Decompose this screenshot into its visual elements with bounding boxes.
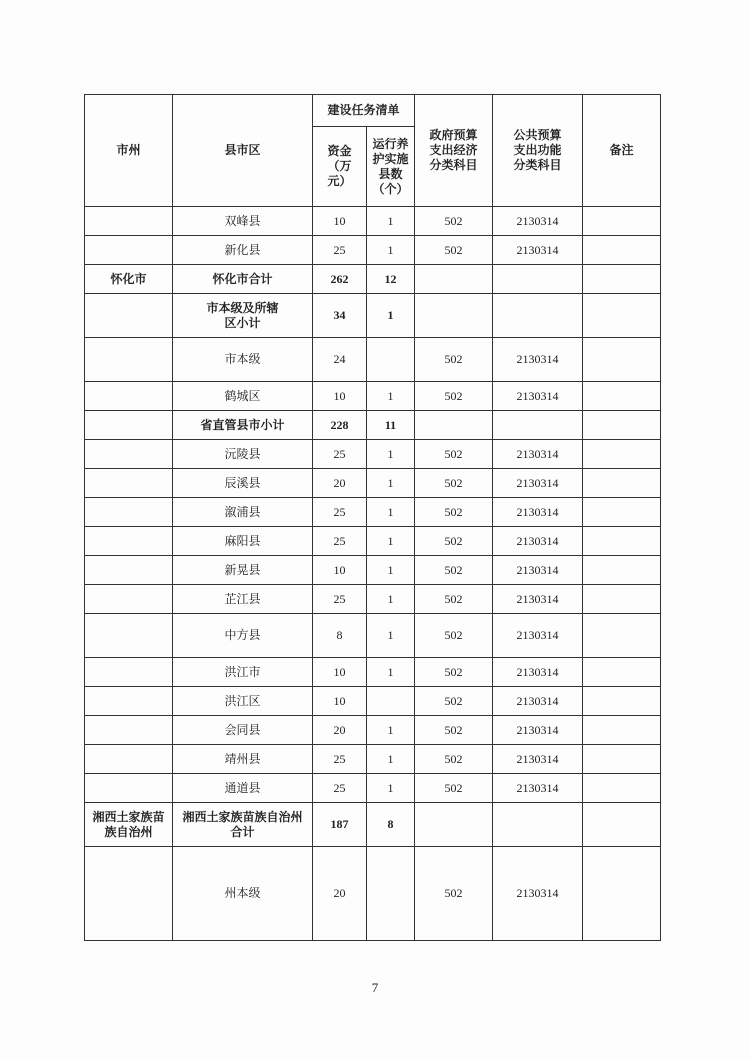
econ-text: 502 xyxy=(444,475,463,490)
note-cell xyxy=(583,527,661,556)
econ-text: 502 xyxy=(444,562,463,577)
city-cell xyxy=(85,658,173,687)
funds-cell xyxy=(313,382,367,411)
table-row xyxy=(85,294,661,338)
funds-text: 10 xyxy=(333,664,346,679)
county-cell xyxy=(173,527,313,556)
count-text: 1 xyxy=(387,562,394,577)
funds-cell xyxy=(313,527,367,556)
county-cell xyxy=(173,803,313,847)
func-cell xyxy=(493,236,583,265)
funds-text: 10 xyxy=(333,213,346,228)
table-row xyxy=(85,236,661,265)
city-cell xyxy=(85,338,173,382)
funds-cell xyxy=(313,236,367,265)
count-cell xyxy=(367,556,415,585)
func-cell xyxy=(493,411,583,440)
func-cell xyxy=(493,527,583,556)
funds-text: 20 xyxy=(333,722,346,737)
city-cell xyxy=(85,745,173,774)
header-count-cell xyxy=(367,127,415,207)
note-cell xyxy=(583,847,661,941)
econ-cell xyxy=(415,411,493,440)
county-text: 新晃县 xyxy=(224,562,261,577)
county-text: 会同县 xyxy=(224,722,261,737)
note-cell xyxy=(583,745,661,774)
econ-text: 502 xyxy=(444,504,463,519)
func-cell xyxy=(493,382,583,411)
table-row xyxy=(85,614,661,658)
count-text: 1 xyxy=(387,751,394,766)
count-text: 1 xyxy=(387,780,394,795)
county-cell xyxy=(173,382,313,411)
count-cell xyxy=(367,382,415,411)
funds-cell xyxy=(313,716,367,745)
count-text: 8 xyxy=(387,817,394,831)
econ-cell xyxy=(415,440,493,469)
econ-cell xyxy=(415,527,493,556)
city-cell xyxy=(85,527,173,556)
func-cell xyxy=(493,745,583,774)
func-text: 2130314 xyxy=(516,628,559,642)
note-cell xyxy=(583,585,661,614)
header-row-1 xyxy=(85,95,661,127)
funds-cell xyxy=(313,207,367,236)
count-text: 1 xyxy=(387,628,394,642)
header-pub-func: 公共预算支出功能分类科目 xyxy=(513,128,562,172)
func-cell xyxy=(493,774,583,803)
func-cell xyxy=(493,585,583,614)
note-cell xyxy=(583,687,661,716)
func-cell xyxy=(493,614,583,658)
city-cell xyxy=(85,294,173,338)
func-text: 2130314 xyxy=(516,780,559,795)
func-text: 2130314 xyxy=(516,352,559,366)
funds-cell xyxy=(313,338,367,382)
table-row xyxy=(85,527,661,556)
county-cell xyxy=(173,716,313,745)
count-text: 1 xyxy=(387,533,394,548)
county-cell xyxy=(173,658,313,687)
county-text: 麻阳县 xyxy=(224,533,261,548)
econ-cell xyxy=(415,774,493,803)
func-text: 2130314 xyxy=(516,388,559,403)
funds-text: 10 xyxy=(333,562,346,577)
econ-text: 502 xyxy=(444,388,463,403)
county-text: 溆浦县 xyxy=(224,504,261,519)
func-text: 2130314 xyxy=(516,722,559,737)
econ-cell xyxy=(415,498,493,527)
count-cell xyxy=(367,585,415,614)
county-cell xyxy=(173,338,313,382)
table-row xyxy=(85,687,661,716)
note-cell xyxy=(583,236,661,265)
note-cell xyxy=(583,207,661,236)
funds-cell xyxy=(313,556,367,585)
econ-text: 502 xyxy=(444,242,463,257)
city-cell xyxy=(85,207,173,236)
county-text: 怀化市合计 xyxy=(212,271,273,286)
county-text: 湘西土家族苗族自治州合计 xyxy=(182,809,303,839)
econ-cell xyxy=(415,658,493,687)
func-cell xyxy=(493,687,583,716)
econ-cell xyxy=(415,207,493,236)
func-cell xyxy=(493,294,583,338)
func-cell xyxy=(493,338,583,382)
econ-text: 502 xyxy=(444,628,463,642)
count-cell xyxy=(367,236,415,265)
count-cell xyxy=(367,716,415,745)
func-cell xyxy=(493,207,583,236)
city-cell xyxy=(85,847,173,941)
header-gov-econ: 政府预算支出经济分类科目 xyxy=(429,128,478,172)
funds-cell xyxy=(313,411,367,440)
county-text: 靖州县 xyxy=(224,751,261,766)
func-text: 2130314 xyxy=(516,562,559,577)
funds-cell xyxy=(313,498,367,527)
count-text: 1 xyxy=(387,213,394,228)
table-row xyxy=(85,338,661,382)
func-cell xyxy=(493,556,583,585)
funds-text: 25 xyxy=(333,242,346,257)
table-row xyxy=(85,440,661,469)
funds-text: 25 xyxy=(333,591,346,606)
funds-text: 187 xyxy=(330,817,349,831)
header-city: 市州 xyxy=(85,95,173,207)
header-pub-func-cell xyxy=(493,95,583,207)
funds-text: 228 xyxy=(330,417,349,432)
county-text: 芷江县 xyxy=(224,591,261,606)
table-row xyxy=(85,411,661,440)
county-cell xyxy=(173,236,313,265)
note-cell xyxy=(583,294,661,338)
count-cell xyxy=(367,687,415,716)
func-text: 2130314 xyxy=(516,213,559,228)
econ-cell xyxy=(415,687,493,716)
header-note: 备注 xyxy=(583,95,661,207)
county-text: 省直管县市小计 xyxy=(200,417,285,432)
county-text: 州本级 xyxy=(224,886,261,900)
func-cell xyxy=(493,716,583,745)
funds-cell xyxy=(313,469,367,498)
county-text: 辰溪县 xyxy=(224,475,261,490)
func-text: 2130314 xyxy=(516,664,559,679)
note-cell xyxy=(583,658,661,687)
note-cell xyxy=(583,382,661,411)
city-cell xyxy=(85,716,173,745)
city-cell xyxy=(85,687,173,716)
count-cell xyxy=(367,614,415,658)
note-cell xyxy=(583,774,661,803)
header-counties-count: 运行养护实施县数（个） xyxy=(372,136,409,196)
table-row xyxy=(85,847,661,941)
table-row xyxy=(85,716,661,745)
table-row xyxy=(85,498,661,527)
county-cell xyxy=(173,745,313,774)
note-cell xyxy=(583,556,661,585)
note-cell xyxy=(583,469,661,498)
econ-cell xyxy=(415,382,493,411)
header-gov-econ-cell xyxy=(415,95,493,207)
func-text: 2130314 xyxy=(516,693,559,708)
county-cell xyxy=(173,469,313,498)
funds-text: 25 xyxy=(333,504,346,519)
table-row xyxy=(85,382,661,411)
count-cell xyxy=(367,411,415,440)
funds-text: 262 xyxy=(330,271,349,286)
table-row xyxy=(85,469,661,498)
table-row xyxy=(85,265,661,294)
city-text: 湘西土家族苗族自治州 xyxy=(92,809,165,839)
county-text: 通道县 xyxy=(224,780,261,795)
econ-text: 502 xyxy=(444,693,463,708)
econ-text: 502 xyxy=(444,780,463,795)
county-cell xyxy=(173,614,313,658)
county-text: 市本级 xyxy=(224,352,261,366)
econ-cell xyxy=(415,469,493,498)
econ-cell xyxy=(415,294,493,338)
count-text: 1 xyxy=(387,308,394,322)
county-cell xyxy=(173,411,313,440)
city-text: 怀化市 xyxy=(110,271,147,286)
county-cell xyxy=(173,847,313,941)
count-cell xyxy=(367,440,415,469)
funds-text: 8 xyxy=(336,628,343,642)
econ-text: 502 xyxy=(444,751,463,766)
funds-cell xyxy=(313,585,367,614)
city-cell xyxy=(85,411,173,440)
count-cell xyxy=(367,469,415,498)
note-cell xyxy=(583,411,661,440)
count-cell xyxy=(367,265,415,294)
funds-text: 25 xyxy=(333,751,346,766)
count-cell xyxy=(367,658,415,687)
table-row xyxy=(85,774,661,803)
func-text: 2130314 xyxy=(516,591,559,606)
funds-text: 25 xyxy=(333,446,346,461)
funds-text: 20 xyxy=(333,475,346,490)
header-funds-cell xyxy=(313,127,367,207)
count-text: 11 xyxy=(384,417,397,432)
table-row xyxy=(85,745,661,774)
county-text: 洪江市 xyxy=(224,664,261,679)
note-cell xyxy=(583,265,661,294)
header-county: 县市区 xyxy=(173,95,313,207)
count-cell xyxy=(367,207,415,236)
econ-cell xyxy=(415,716,493,745)
funds-text: 34 xyxy=(333,308,346,322)
econ-cell xyxy=(415,614,493,658)
funds-text: 10 xyxy=(333,693,346,708)
funds-cell xyxy=(313,614,367,658)
city-cell xyxy=(85,556,173,585)
county-text: 新化县 xyxy=(224,242,261,257)
econ-cell xyxy=(415,803,493,847)
county-text: 中方县 xyxy=(224,628,261,642)
funds-text: 20 xyxy=(333,886,346,900)
note-cell xyxy=(583,338,661,382)
econ-text: 502 xyxy=(444,664,463,679)
city-cell xyxy=(85,469,173,498)
funds-cell xyxy=(313,658,367,687)
city-cell xyxy=(85,265,173,294)
funds-cell xyxy=(313,803,367,847)
func-cell xyxy=(493,803,583,847)
city-cell xyxy=(85,614,173,658)
city-cell xyxy=(85,585,173,614)
funds-text: 25 xyxy=(333,780,346,795)
county-text: 双峰县 xyxy=(224,213,261,228)
func-text: 2130314 xyxy=(516,751,559,766)
note-cell xyxy=(583,498,661,527)
count-cell xyxy=(367,745,415,774)
funds-cell xyxy=(313,687,367,716)
county-cell xyxy=(173,207,313,236)
count-text: 1 xyxy=(387,591,394,606)
econ-cell xyxy=(415,338,493,382)
header-funds: 资金（万元） xyxy=(327,144,352,188)
table-row xyxy=(85,207,661,236)
count-cell xyxy=(367,803,415,847)
econ-text: 502 xyxy=(444,446,463,461)
county-cell xyxy=(173,585,313,614)
func-cell xyxy=(493,440,583,469)
econ-cell xyxy=(415,847,493,941)
func-cell xyxy=(493,265,583,294)
econ-cell xyxy=(415,236,493,265)
count-cell xyxy=(367,774,415,803)
county-cell xyxy=(173,774,313,803)
county-cell xyxy=(173,687,313,716)
econ-text: 502 xyxy=(444,722,463,737)
note-cell xyxy=(583,716,661,745)
count-cell xyxy=(367,847,415,941)
funds-cell xyxy=(313,745,367,774)
page-number: 7 xyxy=(371,980,379,995)
county-cell xyxy=(173,265,313,294)
func-cell xyxy=(493,847,583,941)
funds-cell xyxy=(313,294,367,338)
funds-text: 10 xyxy=(333,388,346,403)
count-cell xyxy=(367,498,415,527)
func-text: 2130314 xyxy=(516,446,559,461)
funds-cell xyxy=(313,440,367,469)
funds-cell xyxy=(313,847,367,941)
func-cell xyxy=(493,658,583,687)
table-row xyxy=(85,803,661,847)
county-text: 沅陵县 xyxy=(224,446,261,461)
count-text: 1 xyxy=(387,242,394,257)
header-task-list: 建设任务清单 xyxy=(313,95,415,127)
count-cell xyxy=(367,338,415,382)
table-row xyxy=(85,658,661,687)
econ-cell xyxy=(415,556,493,585)
econ-cell xyxy=(415,585,493,614)
count-text: 1 xyxy=(387,388,394,403)
city-cell xyxy=(85,440,173,469)
func-text: 2130314 xyxy=(516,504,559,519)
note-cell xyxy=(583,440,661,469)
county-cell xyxy=(173,498,313,527)
func-text: 2130314 xyxy=(516,533,559,548)
county-cell xyxy=(173,556,313,585)
city-cell xyxy=(85,498,173,527)
count-text: 12 xyxy=(384,271,397,286)
func-text: 2130314 xyxy=(516,242,559,257)
funds-text: 24 xyxy=(333,352,346,366)
city-cell xyxy=(85,774,173,803)
county-text: 鹤城区 xyxy=(224,388,261,403)
funds-cell xyxy=(313,265,367,294)
table-row xyxy=(85,585,661,614)
county-text: 市本级及所辖区小计 xyxy=(206,300,279,330)
count-text: 1 xyxy=(387,664,394,679)
county-text: 洪江区 xyxy=(224,693,261,708)
count-text: 1 xyxy=(387,504,394,519)
count-cell xyxy=(367,294,415,338)
county-cell xyxy=(173,440,313,469)
note-cell xyxy=(583,614,661,658)
table-row xyxy=(85,556,661,585)
econ-text: 502 xyxy=(444,352,463,366)
count-text: 1 xyxy=(387,722,394,737)
func-cell xyxy=(493,469,583,498)
funds-text: 25 xyxy=(333,533,346,548)
funds-cell xyxy=(313,774,367,803)
econ-text: 502 xyxy=(444,533,463,548)
func-cell xyxy=(493,498,583,527)
func-text: 2130314 xyxy=(516,886,559,900)
econ-cell xyxy=(415,265,493,294)
count-text: 1 xyxy=(387,475,394,490)
city-cell xyxy=(85,382,173,411)
count-cell xyxy=(367,527,415,556)
econ-text: 502 xyxy=(444,591,463,606)
note-cell xyxy=(583,803,661,847)
func-text: 2130314 xyxy=(516,475,559,490)
econ-cell xyxy=(415,745,493,774)
count-text: 1 xyxy=(387,446,394,461)
county-cell xyxy=(173,294,313,338)
city-cell xyxy=(85,803,173,847)
econ-text: 502 xyxy=(444,213,463,228)
budget-table xyxy=(84,94,661,941)
city-cell xyxy=(85,236,173,265)
econ-text: 502 xyxy=(444,886,463,900)
